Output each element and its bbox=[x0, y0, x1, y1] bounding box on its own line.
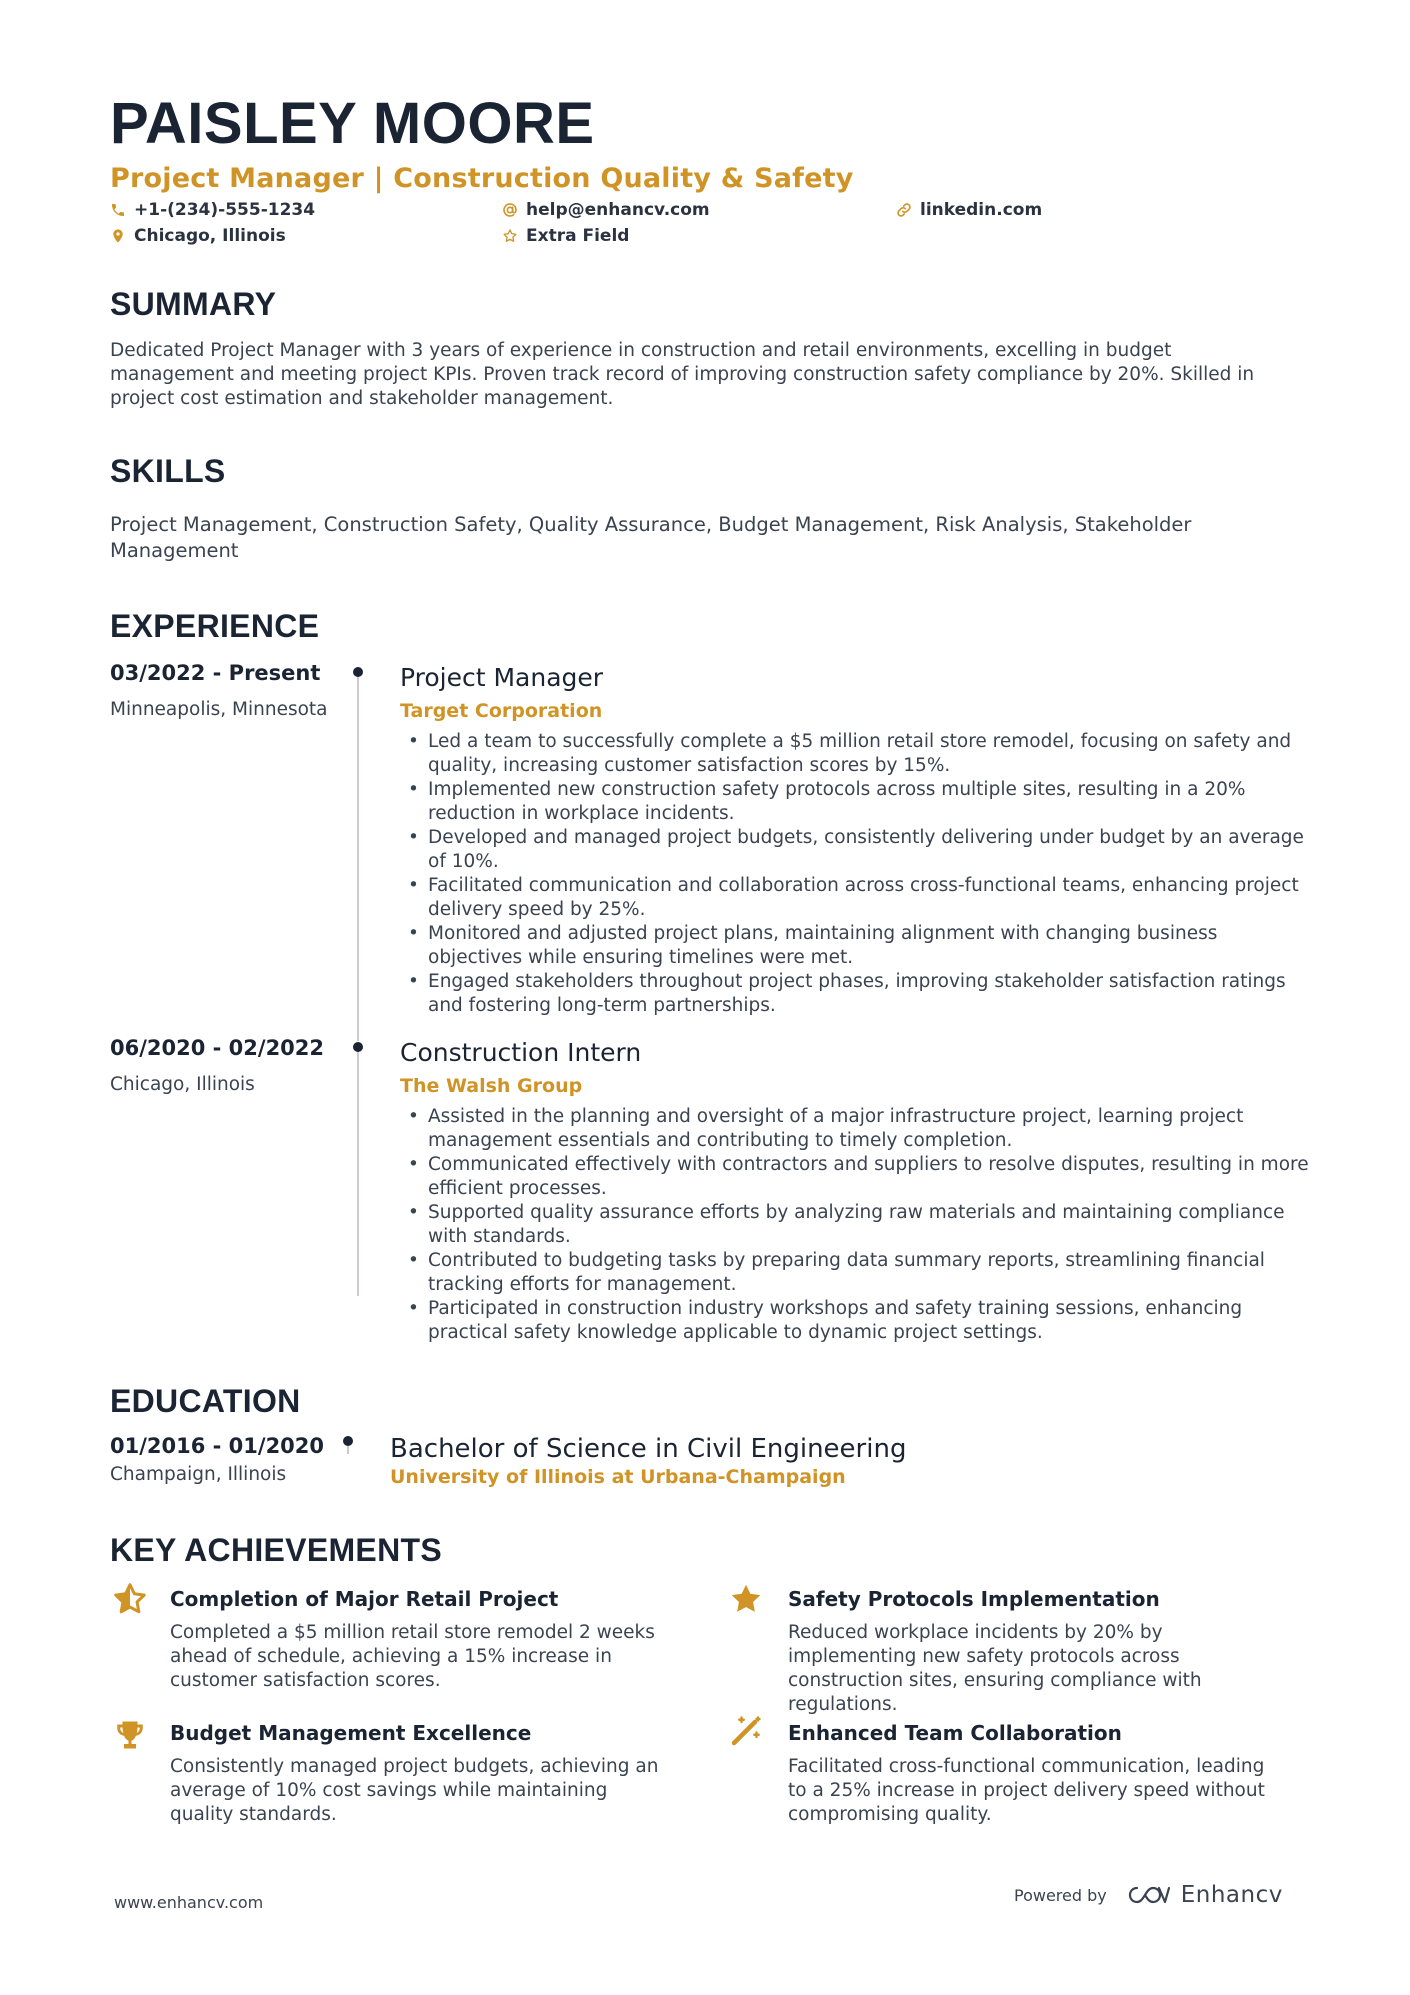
star-outline-icon bbox=[502, 228, 518, 244]
achievement-title: Enhanced Team Collaboration bbox=[788, 1721, 1122, 1745]
job-entry bbox=[110, 1036, 1310, 1345]
at-icon bbox=[502, 202, 518, 218]
contact-location-text: Chicago, Illinois bbox=[134, 226, 286, 246]
job-role: Construction Intern bbox=[400, 1038, 642, 1067]
contact-info bbox=[110, 200, 1310, 252]
achievement-desc: Completed a $5 million retail store remodel 2 weeks ahead of schedule, achieving a 15% increase in customer satisfaction scores. bbox=[170, 1622, 655, 1691]
trophy-icon bbox=[112, 1717, 148, 1753]
education-location: Champaign, Illinois bbox=[110, 1464, 287, 1485]
star-icon bbox=[728, 1581, 764, 1617]
job-meta bbox=[110, 661, 340, 720]
job-role: Project Manager bbox=[400, 663, 604, 692]
job-company: The Walsh Group bbox=[400, 1075, 583, 1097]
summary-text: Dedicated Project Manager with 3 years of experience in construction and retail environments, excelling in budget management and meeting project KPIs. Proven track record of improving construction safety compliance by 20%. Skilled in project cost estimation and stakeholder management. bbox=[110, 340, 1255, 409]
job-bullets bbox=[400, 730, 1310, 1018]
enhancv-logo-text: Enhancv bbox=[1180, 1882, 1283, 1908]
phone-icon bbox=[110, 202, 126, 218]
list-item: • Engaged stakeholders throughout project phases, improving stakeholder satisfaction ratings and fostering long-term partnerships. bbox=[400, 970, 1310, 1018]
education-degree: Bachelor of Science in Civil Engineering bbox=[390, 1434, 907, 1464]
list-item: • Participated in construction industry workshops and safety training sessions, enhancing practical safety knowledge applicable to dynamic project settings. bbox=[400, 1297, 1310, 1345]
education-date: 01/2016 - 01/2020 bbox=[110, 1434, 325, 1458]
contact-email[interactable] bbox=[502, 200, 710, 220]
job-details bbox=[400, 1036, 1310, 1345]
resume-page bbox=[110, 91, 1310, 1857]
job-company: Target Corporation bbox=[400, 700, 603, 722]
achievement-desc: Reduced workplace incidents by 20% by implementing new safety protocols across construction sites, ensuring compliance with regulations. bbox=[788, 1622, 1202, 1715]
magic-wand-icon bbox=[728, 1713, 764, 1749]
achievements-grid bbox=[110, 1587, 1310, 1857]
experience-section bbox=[110, 608, 1310, 1345]
list-item: • Developed and managed project budgets, consistently delivering under budget by an average of 10%. bbox=[400, 826, 1310, 874]
job-meta bbox=[110, 1036, 340, 1095]
powered-by-label: Powered by bbox=[1014, 1885, 1107, 1905]
timeline-dot bbox=[353, 1042, 363, 1052]
education-meta bbox=[110, 1434, 340, 1485]
achievement-item bbox=[728, 1587, 1288, 1717]
list-item: • Facilitated communication and collaboration across cross-functional teams, enhancing project delivery speed by 25%. bbox=[400, 874, 1310, 922]
contact-location bbox=[110, 226, 286, 246]
candidate-title: Project Manager | Construction Quality & Safety bbox=[110, 163, 854, 194]
achievement-title: Completion of Major Retail Project bbox=[170, 1587, 559, 1611]
timeline-dot bbox=[343, 1436, 353, 1446]
list-item: • Led a team to successfully complete a $5 million retail store remodel, focusing on safety and quality, increasing customer satisfaction scores by 15%. bbox=[400, 730, 1310, 778]
list-item: • Monitored and adjusted project plans, maintaining alignment with changing business objectives while ensuring timelines were met. bbox=[400, 922, 1310, 970]
contact-linkedin[interactable] bbox=[896, 200, 1042, 220]
enhancv-logo-icon bbox=[1125, 1883, 1171, 1907]
achievements-section bbox=[110, 1532, 1310, 1857]
job-entry bbox=[110, 661, 1310, 1018]
contact-phone-text: +1-(234)-555-1234 bbox=[134, 200, 316, 220]
achievement-title: Budget Management Excellence bbox=[170, 1721, 532, 1745]
skills-text: Project Management, Construction Safety, Quality Assurance, Budget Management, Risk Analysis, Stakeholder Management bbox=[110, 513, 1192, 562]
list-item: • Supported quality assurance efforts by analyzing raw materials and maintaining compliance with standards. bbox=[400, 1201, 1310, 1249]
skills-section bbox=[110, 453, 1310, 564]
contact-linkedin-text: linkedin.com bbox=[920, 200, 1043, 220]
job-details bbox=[400, 661, 1310, 1018]
education-section bbox=[110, 1383, 1310, 1494]
contact-email-text: help@enhancv.com bbox=[526, 200, 710, 220]
contact-phone bbox=[110, 200, 315, 220]
footer-website[interactable]: www.enhancv.com bbox=[114, 1893, 264, 1912]
education-entry bbox=[110, 1434, 1310, 1494]
job-location: Minneapolis, Minnesota bbox=[110, 699, 328, 720]
job-bullets bbox=[400, 1105, 1310, 1345]
job-date: 03/2022 - Present bbox=[110, 661, 321, 685]
experience-heading: EXPERIENCE bbox=[110, 608, 320, 644]
achievement-title: Safety Protocols Implementation bbox=[788, 1587, 1160, 1611]
list-item: • Communicated effectively with contractors and suppliers to resolve disputes, resulting in more efficient processes. bbox=[400, 1153, 1310, 1201]
achievement-item bbox=[110, 1587, 670, 1693]
timeline-line bbox=[357, 1046, 359, 1296]
job-location: Chicago, Illinois bbox=[110, 1074, 255, 1095]
summary-heading: SUMMARY bbox=[110, 286, 277, 322]
achievement-desc: Facilitated cross-functional communication, leading to a 25% increase in project delivery speed without compromising quality. bbox=[788, 1756, 1265, 1825]
candidate-name: PAISLEY MOORE bbox=[110, 91, 595, 156]
education-heading: EDUCATION bbox=[110, 1383, 301, 1419]
timeline-dot bbox=[353, 667, 363, 677]
location-icon bbox=[110, 228, 126, 244]
timeline-line bbox=[357, 671, 359, 1041]
education-details bbox=[390, 1434, 1310, 1488]
list-item: • Implemented new construction safety protocols across multiple sites, resulting in a 20% reduction in workplace incidents. bbox=[400, 778, 1310, 826]
achievement-item bbox=[728, 1721, 1288, 1827]
contact-extra bbox=[502, 226, 629, 246]
link-icon bbox=[896, 202, 912, 218]
achievements-heading: KEY ACHIEVEMENTS bbox=[110, 1532, 442, 1568]
footer-branding bbox=[1014, 1882, 1283, 1908]
contact-extra-text: Extra Field bbox=[526, 226, 630, 246]
list-item: • Contributed to budgeting tasks by preparing data summary reports, streamlining financial tracking efforts for management. bbox=[400, 1249, 1310, 1297]
star-half-icon bbox=[112, 1581, 148, 1617]
education-school: University of Illinois at Urbana-Champaign bbox=[390, 1466, 846, 1488]
skills-heading: SKILLS bbox=[110, 453, 226, 489]
summary-section bbox=[110, 286, 1310, 411]
job-date: 06/2020 - 02/2022 bbox=[110, 1036, 325, 1060]
list-item: • Assisted in the planning and oversight of a major infrastructure project, learning project management essentials and contributing to timely completion. bbox=[400, 1105, 1310, 1153]
enhancv-logo[interactable] bbox=[1125, 1882, 1283, 1908]
achievement-item bbox=[110, 1721, 670, 1827]
achievement-desc: Consistently managed project budgets, achieving an average of 10% cost savings while maintaining quality standards. bbox=[170, 1756, 659, 1825]
